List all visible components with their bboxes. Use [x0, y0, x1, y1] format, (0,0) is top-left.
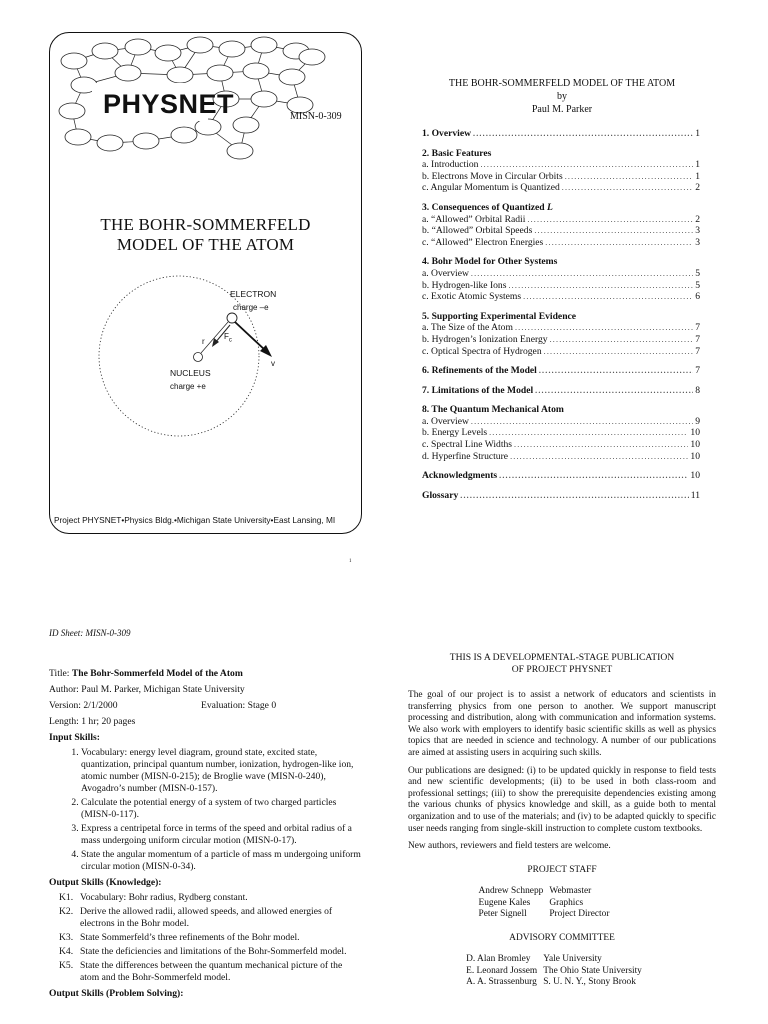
nucleus-charge-label: charge +e: [170, 382, 206, 391]
toc-entry-label: 8. The Quantum Mechanical Atom: [422, 404, 564, 416]
toc-entry-label: 6. Refinements of the Model: [422, 365, 537, 377]
input-skills-list: [49, 747, 361, 873]
toc-leader: [471, 416, 693, 428]
length-row: Length: 1 hr; 20 pages: [49, 716, 136, 727]
toc-leader: [523, 291, 693, 303]
toc-entry-page: 10: [690, 470, 700, 482]
output-skill-item: [49, 932, 361, 944]
input-skill-item: 4. State the angular momentum of a particle of mass m undergoing uniform circular motion (MISN-0-34).: [81, 849, 361, 873]
toc-entry-label: Acknowledgments: [422, 470, 498, 482]
output-skill-text: Vocabulary: Bohr radius, Rydberg constant.: [80, 892, 248, 903]
id-sheet-label: ID Sheet: MISN-0-309: [49, 628, 131, 638]
network-node: [125, 39, 151, 55]
toc-entry[interactable]: [422, 365, 700, 377]
advisory-table-wrap: [408, 954, 716, 988]
toc-leader: [544, 346, 694, 358]
input-skill-item: 1. Vocabulary: energy level diagram, ground state, excited state, quantization, principal quantum number, ionization, hydrogen-like ion, atomic number (MISN-0-215); de Broglie wave (MISN-0-240), Avogadro’s number (MISN-0-157).: [81, 747, 361, 795]
project-info: [408, 690, 716, 988]
output-skill-item: [49, 892, 361, 904]
toc-entry[interactable]: [422, 470, 700, 482]
toc-leader: [499, 470, 688, 482]
toc-leader: [480, 159, 693, 171]
cover-title: [50, 215, 361, 255]
toc-entry-page: 7: [695, 365, 700, 377]
network-node: [61, 53, 87, 69]
toc-entry-label: 3. Consequences of Quantized L: [422, 201, 553, 213]
toc-subentry-page: 1: [695, 159, 700, 171]
output-skill-key: K5.: [59, 960, 74, 971]
staff-name: Andrew Schnepp: [478, 886, 544, 897]
toc-subentry-page: 3: [695, 225, 700, 237]
toc-entry[interactable]: [422, 490, 700, 502]
toc-entry[interactable]: [422, 256, 700, 268]
toc-entry[interactable]: [422, 311, 700, 323]
toc-leader: [539, 365, 693, 377]
title-row: [49, 668, 361, 680]
toc-leader: [535, 385, 693, 397]
network-node: [97, 135, 123, 151]
toc-subentry-page: 5: [695, 267, 700, 279]
toc-subentry-label: b. Hydrogen’s Ionization Energy: [422, 333, 548, 345]
network-node: [243, 63, 269, 79]
toc-subentry-label: b. Electrons Move in Circular Orbits: [422, 170, 563, 182]
toc-entry-page: 8: [695, 384, 700, 396]
advisory-name: D. Alan Bromley: [466, 954, 531, 965]
toc-leader: [565, 171, 694, 183]
toc-leader: [527, 214, 693, 226]
radius-label: r: [202, 337, 205, 346]
design-paragraph: Our publications are designed: (i) to be updated quickly in response to field tests and new scientific developments; (ii) to be used in both class-room and professional settings; (iii) to show the prerequisite dependencies existing among the various chunks of physics knowledge and skill, as a guide both to mental organization and to use of the materials; and (iv) to be adapted quickly to specific user needs ranging from single-skill instruction to complete custom textbooks.: [408, 765, 716, 834]
toc-subentry-page: 10: [690, 439, 700, 451]
toc-section: [422, 404, 700, 462]
network-node: [251, 91, 277, 107]
advisory-row: [466, 954, 648, 965]
toc-subentry[interactable]: [422, 439, 700, 451]
physnet-logo-network: [50, 33, 361, 533]
electron-label: ELECTRON: [230, 289, 277, 299]
toc-subentry[interactable]: [422, 280, 700, 292]
cover-page: [49, 32, 362, 534]
toc-section: [422, 311, 700, 357]
output-skill-text: State the deficiencies and limitations of the Bohr-Sommerfeld model.: [80, 946, 347, 957]
toc-subentry-label: c. Exotic Atomic Systems: [422, 291, 522, 303]
advisory-role: S. U. N. Y., Stony Brook: [543, 976, 636, 987]
toc-section: [422, 365, 700, 377]
toc-section: [422, 148, 700, 194]
toc-subentry-label: d. Hyperfine Structure: [422, 450, 509, 462]
toc-entry-page: 1: [695, 128, 700, 139]
author-row: Author: Paul M. Parker, Michigan State University: [49, 684, 245, 695]
toc-entry[interactable]: [422, 404, 700, 416]
network-node: [251, 37, 277, 53]
output-skill-key: K4.: [59, 946, 74, 957]
toc-subentry-page: 10: [690, 450, 700, 462]
toc-by: by: [557, 91, 567, 102]
toc-subentry-page: 6: [695, 291, 700, 303]
toc-leader: [545, 237, 693, 249]
toc-leader: [510, 451, 688, 463]
toc-title: THE BOHR-SOMMERFELD MODEL OF THE ATOM: [448, 78, 676, 89]
toc-subentry-page: 7: [695, 345, 700, 357]
network-node: [299, 49, 325, 65]
page-number: 1: [349, 559, 352, 564]
toc-entry[interactable]: [422, 385, 700, 397]
toc-section: [422, 128, 700, 140]
toc-subentry-page: 9: [695, 415, 700, 427]
toc-author: Paul M. Parker: [531, 104, 593, 115]
toc-leader: [489, 427, 688, 439]
toc-section: [422, 256, 700, 302]
table-of-contents: [422, 128, 700, 509]
toc-leader: [550, 334, 694, 346]
output-skill-key: K1.: [59, 892, 74, 903]
toc-subentry-page: 5: [695, 279, 700, 291]
toc-subentry[interactable]: [422, 237, 700, 249]
staff-role: Project Director: [549, 909, 610, 920]
advisory-heading: ADVISORY COMMITTEE: [509, 932, 615, 943]
toc-subentry-label: c. “Allowed” Electron Energies: [422, 236, 544, 248]
network-node: [233, 117, 259, 133]
toc-subentry-label: c. Spectral Line Widths: [422, 439, 513, 451]
title-label: Title:: [49, 668, 72, 679]
toc-header: [422, 77, 702, 116]
toc-entry-label: Glossary: [422, 489, 459, 501]
welcome-paragraph: New authors, reviewers and field testers are welcome.: [408, 841, 611, 852]
toc-subentry-label: c. Optical Spectra of Hydrogen: [422, 345, 542, 357]
dev-heading-line1: THIS IS A DEVELOPMENTAL-STAGE PUBLICATION: [449, 652, 675, 663]
toc-entry-label: 2. Basic Features: [422, 147, 492, 159]
force-label-sub: c: [228, 337, 232, 344]
advisory-name: E. Leonard Jossem: [466, 965, 538, 976]
staff-row: [479, 886, 616, 897]
toc-entry-label: 1. Overview: [422, 128, 472, 139]
staff-heading: PROJECT STAFF: [527, 864, 597, 875]
output-skill-text: Derive the allowed radii, allowed speeds, and allowed energies of electrons in the Bohr model.: [80, 906, 333, 929]
force-label-main: F: [224, 332, 229, 341]
advisory-name: A. A. Strassenburg: [466, 976, 537, 987]
cover-footer: Project PHYSNET•Physics Bldg.•Michigan State University•East Lansing, MI: [54, 515, 336, 525]
toc-leader: [514, 439, 688, 451]
toc-subentry[interactable]: [422, 427, 700, 439]
output-skill-key: K2.: [59, 906, 74, 917]
toc-subentry-label: c. Angular Momentum is Quantized: [422, 182, 560, 194]
toc-variable-l: L: [547, 201, 553, 213]
output-skill-item: [49, 906, 361, 930]
toc-entry[interactable]: [422, 128, 700, 140]
toc-subentry-label: a. “Allowed” Orbital Radii: [422, 213, 526, 225]
toc-entry-page: 11: [690, 489, 700, 501]
dev-heading-line2: OF PROJECT PHYSNET: [511, 664, 613, 675]
advisory-row: [466, 977, 648, 988]
staff-role: Webmaster: [549, 886, 592, 897]
output-skill-item: [49, 960, 361, 984]
advisory-table: [466, 954, 648, 988]
input-skill-item: 2. Calculate the potential energy of a system of two charged particles (MISN-0-117).: [81, 797, 361, 821]
toc-leader: [534, 225, 693, 237]
cover-title-line2: MODEL OF THE ATOM: [116, 235, 295, 254]
toc-subentry-label: a. Introduction: [422, 159, 479, 171]
version-row: [49, 700, 361, 712]
output-skills-heading: Output Skills (Knowledge):: [49, 877, 162, 888]
force-label: [224, 332, 232, 344]
toc-subentry-page: 3: [695, 236, 700, 248]
network-node: [187, 37, 213, 53]
network-node: [171, 127, 197, 143]
velocity-label: v: [271, 359, 275, 368]
network-node: [227, 143, 253, 159]
staff-role: Graphics: [549, 897, 584, 908]
toc-subentry[interactable]: [422, 225, 700, 237]
toc-subentry[interactable]: [422, 159, 700, 171]
module-title: The Bohr-Sommerfeld Model of the Atom: [71, 668, 243, 679]
toc-leader: [460, 490, 689, 502]
nucleus-dot: [194, 353, 203, 362]
physnet-logo: PHYSNET: [103, 89, 235, 119]
toc-subentry-page: 1: [695, 170, 700, 182]
staff-row: [479, 909, 616, 920]
staff-table: [479, 886, 616, 920]
toc-leader: [562, 182, 693, 194]
toc-entry-label: 7. Limitations of the Model: [422, 384, 534, 396]
input-skills-heading: Input Skills:: [49, 732, 100, 743]
staff-table-wrap: [408, 886, 716, 920]
toc-section: [422, 202, 700, 248]
network-node: [133, 133, 159, 149]
network-node: [195, 119, 221, 135]
toc-subentry-page: 2: [695, 182, 700, 194]
output-skill-text: State Sommerfeld’s three refinements of the Bohr model.: [80, 932, 300, 943]
toc-subentry-page: 2: [695, 213, 700, 225]
advisory-role: Yale University: [543, 954, 602, 965]
toc-entry-label: 4. Bohr Model for Other Systems: [422, 256, 558, 268]
toc-subentry[interactable]: [422, 334, 700, 346]
toc-subentry-label: b. Energy Levels: [422, 427, 488, 439]
toc-entry[interactable]: [422, 148, 700, 160]
toc-entry-label: 5. Supporting Experimental Evidence: [422, 310, 577, 322]
toc-leader: [515, 322, 693, 334]
network-node: [115, 65, 141, 81]
staff-row: [479, 898, 616, 909]
toc-leader: [471, 268, 693, 280]
version: Version: 2/1/2000: [49, 700, 118, 711]
staff-name: Peter Signell: [478, 909, 527, 920]
toc-subentry-page: 7: [695, 322, 700, 334]
advisory-role: The Ohio State University: [543, 965, 642, 976]
toc-subentry-page: 10: [690, 427, 700, 439]
toc-subentry[interactable]: [422, 346, 700, 358]
toc-subentry[interactable]: [422, 182, 700, 194]
problem-solving-heading: Output Skills (Problem Solving):: [49, 988, 184, 999]
evaluation: Evaluation: Stage 0: [201, 700, 277, 711]
output-skills-list: [49, 892, 361, 984]
staff-name: Eugene Kales: [478, 897, 531, 908]
velocity-arrow: [235, 322, 266, 351]
network-node: [92, 43, 118, 59]
orbit-circle: [99, 276, 259, 436]
toc-subentry[interactable]: [422, 322, 700, 334]
misn-code: MISN-0-309: [290, 111, 342, 122]
toc-section: [422, 470, 700, 482]
toc-entry[interactable]: [422, 202, 700, 214]
input-skill-item: 3. Express a centripetal force in terms of the speed and orbital radius of a mass undergoing uniform circular motion (MISN-0-17).: [81, 823, 361, 847]
toc-subentry[interactable]: [422, 416, 700, 428]
output-skill-text: State the differences between the quantum mechanical picture of the atom and the Bohr-Sommerfeld model.: [80, 960, 343, 983]
toc-subentry-label: a. The Size of the Atom: [422, 322, 513, 334]
network-node: [207, 65, 233, 81]
developmental-heading: [408, 652, 716, 676]
toc-leader: [508, 280, 693, 292]
toc-section: [422, 490, 700, 502]
toc-subentry[interactable]: [422, 268, 700, 280]
output-skill-item: [49, 946, 361, 958]
bibliographic-info: [49, 668, 361, 1003]
toc-subentry-page: 7: [695, 333, 700, 345]
network-node: [155, 45, 181, 61]
electron-charge-label: charge –e: [233, 303, 269, 312]
toc-subentry-label: a. Overview: [422, 415, 469, 427]
toc-subentry[interactable]: [422, 291, 700, 303]
toc-leader: [473, 128, 693, 140]
toc-subentry-label: a. Overview: [422, 267, 469, 279]
advisory-row: [466, 966, 648, 977]
output-skill-key: K3.: [59, 932, 74, 943]
network-node: [65, 129, 91, 145]
goal-paragraph: The goal of our project is to assist a network of educators and scientists in transferring physics from one person to another. We support manuscript processing and distribution, along with communication and information systems. We also work with employers to identify basic scientific skills as well as physics topics that are needed in science and technology. A number of our publications are aimed at assisting users in acquiring such skills.: [408, 690, 716, 758]
nucleus-label: NUCLEUS: [170, 368, 211, 378]
toc-subentry[interactable]: [422, 171, 700, 183]
cover-title-line1: THE BOHR-SOMMERFELD: [100, 215, 311, 234]
toc-subentry[interactable]: [422, 214, 700, 226]
network-node: [59, 103, 85, 119]
toc-subentry[interactable]: [422, 451, 700, 463]
network-node: [219, 41, 245, 57]
toc-subentry-label: b. Hydrogen-like Ions: [422, 279, 507, 291]
network-node: [279, 69, 305, 85]
network-node: [167, 67, 193, 83]
toc-section: [422, 385, 700, 397]
toc-subentry-label: b. “Allowed” Orbital Speeds: [422, 225, 533, 237]
